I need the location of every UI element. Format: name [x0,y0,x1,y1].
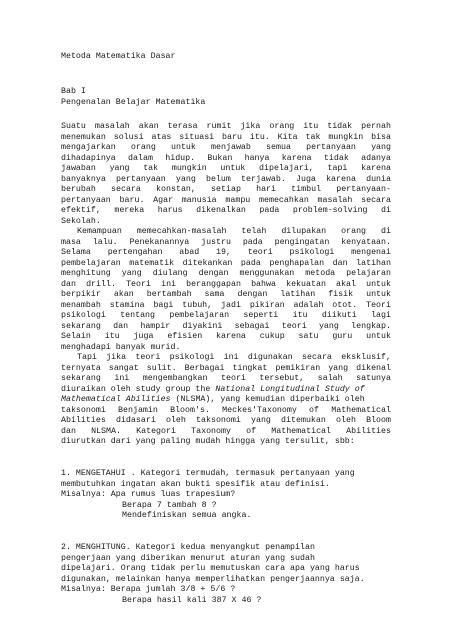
paragraph-line: Kemampuan memecahkan-masalah telah dilupakan orang di [77,227,391,236]
paragraph-line: menambah stamina bagi tubuh, jadi pikiran adalah otot. Teori [61,300,391,310]
paragraph-line: mengajarkan orang untuk menjawab semua pertanyaan yang [61,143,391,152]
paragraph-line: ternyata sangat sulit. Berbagai tingkat pemikiran yang dikenal [61,363,391,373]
paragraph-line: sekarang dan hampir diyakini sebagai teori yang lengkap. [61,321,391,331]
category-heading: 1. MENGETAHUI . Kategori termudah, termasuk pertanyaan yang [61,469,355,478]
paragraph-line: pertanyaan baru. Agar manusia mampu memecahkan masalah secara [61,195,391,205]
paragraph-line: psikologi tentang pembelajaran seperti itu diikuti lagi [61,311,391,320]
paragraph-line: jawaban yang tak mungkin untuk dipelajari, tapi karena [61,164,391,173]
paragraph-line: dan drill. Teori ini beranggapan bahwa kekuatan akal untuk [61,279,391,289]
paragraph-line: digunakan, melainkan hanya memperlihatkan pengerjaannya saja. [61,574,365,584]
paragraph-text: (NLSMA), yang kemudian diperbaiki oleh [170,395,365,404]
paragraph-line: Selama pertengahan abad 19, teori psikologi mengenai [61,248,391,257]
paragraph-line: sekarang ini mengembangkan teori tersebut, salah satunya [61,374,391,383]
paragraph-line: banyaknya pertanyaan yang belum terjawab. Juga karena dunia [61,174,391,184]
example-line: Berapa hasil kali 387 X 46 ? [122,595,262,605]
paragraph-line: dipelajari. Orang tidak perlu memutuskan cara apa yang harus [61,564,360,573]
paragraph-line: Suatu masalah akan terasa rumit jika orang itu tidak pernah [61,122,391,131]
paragraph-line: dan NLSMA. Kategori Taxonomy of Mathematical Abilities [61,426,391,436]
paragraph-line: menemukan solusi atas situasi baru itu. Kita tak mungkin bisa [61,132,391,142]
paragraph-line: Tapi jika teori psikologi ini digunakan secara eksklusif, [77,353,391,362]
paragraph-line: taksonomi Benjamin Bloom's. Meckes'Taxonomy of Mathematical [61,405,391,415]
paragraph-line: Sekolah. [61,216,101,226]
study-name-italic: National Longitudinal Study of [215,384,365,394]
paragraph-text: diuraikan oleh study group the [61,384,216,394]
paragraph-line: menghadapi banyak murid. [61,342,181,352]
paragraph-line: Selain itu juga efisien karena cukup satu guru untuk [61,332,391,341]
paragraph-line: pengerjaan yang diberikan menurut aturan yang sudah [61,553,315,563]
paragraph-line: efektif, mereka harus dikenalkan pada problem-solving di [61,206,391,215]
paragraph-line: membutuhkan ingatan akan bukti spesifik atau definisi. [61,479,330,489]
chapter-number: Bab I [61,87,86,96]
paragraph-line: Abilities didasari oleh taksonomi yang ditemukan oleh Bloom [61,416,391,425]
study-name-italic: Mathematical Abilities [61,395,171,404]
paragraph-line: berubah secara konstan, setiap hari timbul pertanyaan- [61,185,391,194]
paragraph-line [61,385,391,396]
paragraph-line [61,395,391,406]
document-title: Metoda Matematika Dasar [61,52,176,61]
paragraph-line: berpikir akan bertambah sama dengan latihan fisik untuk [61,290,391,299]
paragraph-line: diurutkan dari yang paling mudah hingga yang tersulit, sbb: [61,437,355,446]
chapter-title: Pengenalan Belajar Matematika [61,98,206,107]
example-line: Berapa 7 tambah 8 ? [122,500,217,510]
paragraph-line: masa lalu. Penekanannya justru pada pengingatan kenyataan. [61,237,391,247]
example-line: Misalnya: Berapa jumlah 3/8 + 5/6 ? [61,585,236,594]
example-line: Misalnya: Apa rumus luas trapesium? [61,490,236,499]
paragraph-line: pembelajaran matematik ditekankan pada penghapalan dan latihan [61,258,391,268]
paragraph-line: menghitung yang diulang dengan menggunakan metoda pelajaran [61,269,391,278]
paragraph-line: dihadapinya dalam hidup. Bukan hanya karena tidak adanya [61,153,391,163]
example-line: Mendefiniskan semua angka. [122,511,252,520]
category-heading: 2. MENGHITUNG. Kategori kedua menyangkut penampilan [61,543,315,552]
